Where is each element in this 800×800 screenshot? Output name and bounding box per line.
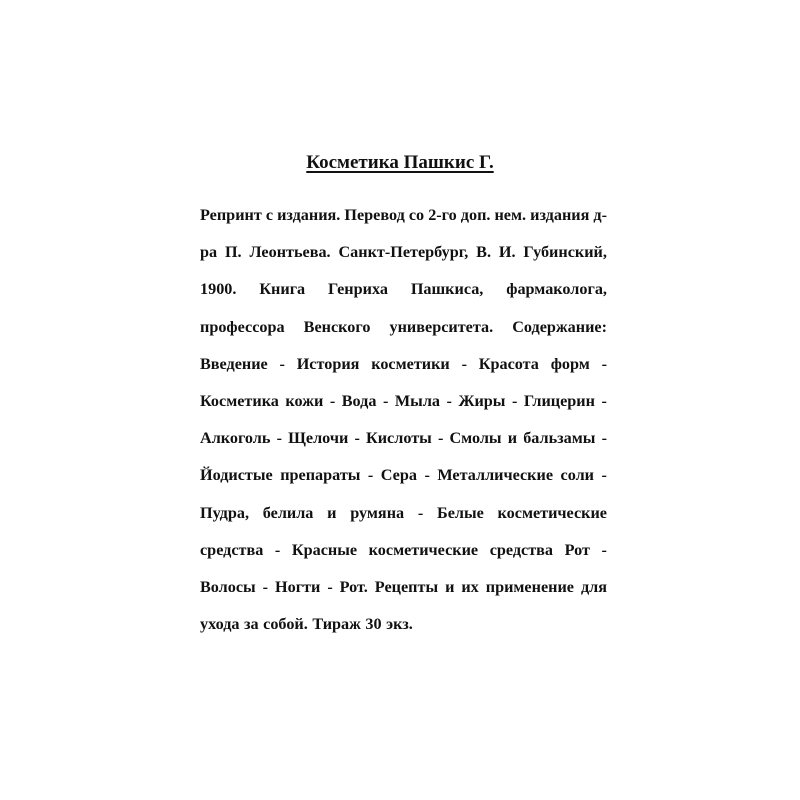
body-word: - [446, 392, 452, 411]
body-word: - [382, 392, 389, 411]
body-line [200, 495, 607, 532]
body-word: со [408, 206, 425, 224]
body-word: ухода [200, 615, 240, 634]
body-line [200, 271, 607, 308]
body-word: Рецепты [374, 578, 439, 597]
body-word: с [265, 206, 274, 224]
body-word: В. [476, 243, 492, 262]
body-word: Алкоголь [200, 429, 271, 448]
body-word: - [327, 578, 333, 597]
body-word: нем. [494, 206, 527, 224]
body-word: экз. [386, 615, 413, 634]
body-word: для [580, 578, 607, 597]
body-word: Санкт-Петербург, [338, 243, 469, 262]
body-word: - [461, 354, 467, 373]
body-word: П. [224, 243, 242, 262]
body-word: - [601, 429, 607, 448]
body-line [200, 234, 607, 271]
document-title-text: Косметика Пашкис Г. [306, 152, 494, 173]
body-word: Красота [478, 354, 539, 373]
body-word: - [417, 503, 424, 522]
body-word: Рот. [339, 578, 368, 597]
body-word: - [424, 466, 430, 485]
body-word: 1900. [200, 280, 237, 299]
body-line [200, 420, 607, 457]
body-word: их [461, 578, 479, 597]
body-word: румяна [350, 503, 405, 522]
body-word: Косметика [200, 392, 279, 411]
body-line [200, 569, 607, 606]
body-word: - [274, 540, 281, 559]
body-word: - [601, 392, 607, 411]
body-word: - [354, 429, 360, 448]
body-word: Репринт [200, 206, 262, 224]
body-word: 2-го [428, 206, 457, 224]
body-word: Леонтьева. [249, 243, 331, 262]
body-word: Пашкиса, [410, 280, 484, 299]
body-word: И. [498, 243, 516, 262]
body-word: Кислоты [365, 429, 432, 448]
body-word: Сера [380, 466, 417, 485]
body-word: применение [485, 578, 574, 597]
body-word: Мыла [394, 392, 440, 411]
body-word: доп. [460, 206, 491, 224]
body-word: - [601, 466, 607, 485]
body-line [200, 383, 607, 420]
body-word: Смолы [449, 429, 502, 448]
body-word: Венского [303, 317, 371, 336]
body-word: - [601, 540, 607, 559]
body-word: Белые [437, 503, 484, 522]
body-word: Тираж [312, 615, 361, 634]
body-line-last [200, 606, 607, 643]
body-word: Книга [259, 280, 306, 299]
body-word: История [296, 354, 360, 373]
body-word: - [601, 354, 607, 373]
body-word: бальзамы [523, 429, 596, 448]
body-word: Красные [291, 540, 358, 559]
body-word: за [244, 615, 259, 634]
body-word: фармаколога, [506, 280, 607, 299]
body-word: - [367, 466, 374, 485]
body-word: 30 [365, 615, 382, 634]
body-word: университета. [389, 317, 494, 336]
body-word: средства [489, 540, 554, 559]
body-line [200, 457, 607, 494]
body-word: Глицерин [523, 392, 595, 411]
body-word: Металлические [437, 466, 554, 485]
body-word: и [445, 578, 455, 597]
body-word: Перевод [344, 206, 405, 224]
body-word: - [276, 429, 282, 448]
body-word: белила [262, 503, 314, 522]
document-body [200, 197, 607, 643]
body-word: Жиры [458, 392, 506, 411]
body-word: косметические [497, 503, 607, 522]
body-word: Щелочи [288, 429, 349, 448]
body-word: препараты [280, 466, 361, 485]
body-word: косметические [368, 540, 479, 559]
body-word: - [262, 578, 269, 597]
body-word: косметики [371, 354, 450, 373]
body-word: Ногти [275, 578, 321, 597]
body-word: - [511, 392, 518, 411]
body-word: - [437, 429, 444, 448]
body-line [200, 532, 607, 569]
body-word: Пудра, [200, 503, 249, 522]
body-word: Содержание: [512, 317, 607, 336]
document-title [0, 150, 800, 176]
body-word: издания [530, 206, 590, 224]
body-word: Волосы [200, 578, 256, 597]
body-word: Рот [564, 540, 590, 559]
body-word: ра [200, 243, 218, 262]
body-word: Губинский, [523, 243, 607, 262]
body-word: и [507, 429, 518, 448]
body-word: кожи [285, 392, 324, 411]
body-word: соли [560, 466, 595, 485]
body-word: средства [200, 540, 264, 559]
body-word: Вода [341, 392, 377, 411]
body-word: издания. [277, 206, 341, 224]
body-word: профессора [200, 317, 285, 336]
body-word: Йодистые [200, 466, 273, 485]
body-word: Генриха [328, 280, 388, 299]
body-line [200, 346, 607, 383]
body-word: д- [593, 206, 607, 224]
body-word: - [279, 354, 285, 373]
body-word: и [327, 503, 337, 522]
body-word: - [329, 392, 336, 411]
body-word: собой. [263, 615, 308, 634]
body-word: форм [550, 354, 590, 373]
body-word: Введение [200, 354, 268, 373]
body-line [200, 309, 607, 346]
body-line [200, 197, 607, 234]
